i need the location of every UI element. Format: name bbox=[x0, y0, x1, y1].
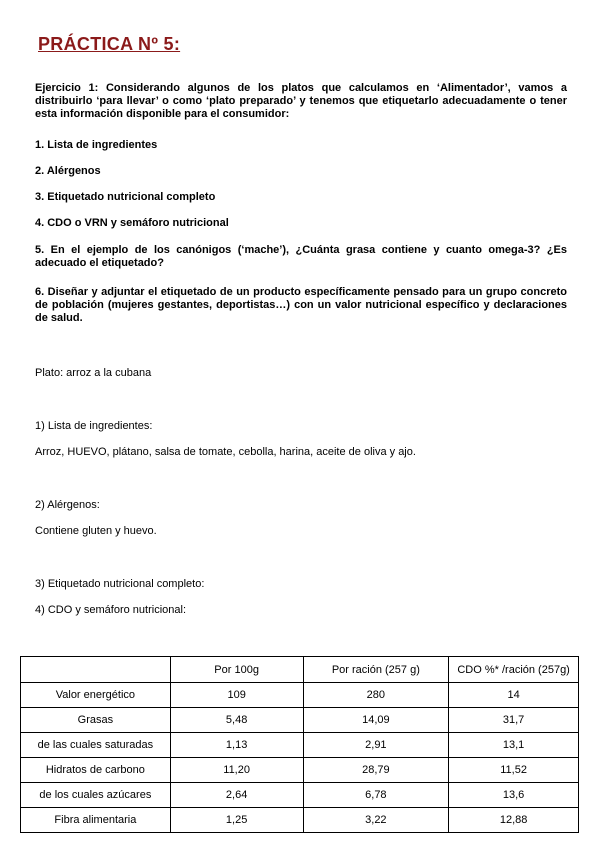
exercise-item: 3. Etiquetado nutricional completo bbox=[35, 191, 216, 203]
exercise-item: 5. En el ejemplo de los canónigos (‘mache’), ¿Cuánta grasa contiene y cuanto omega-3? ¿Es adecuado el etiquetado? bbox=[35, 244, 567, 269]
exercise-item: 1. Lista de ingredientes bbox=[35, 139, 158, 151]
table-row bbox=[21, 708, 579, 733]
table-header-cell: CDO %* /ración (257g) bbox=[449, 657, 579, 683]
exercise-item: 6. Diseñar y adjuntar el etiquetado de un producto específicamente pensado para un grupo concreto de población (mujeres gestantes, deportistas…) con un valor nutricional específico y declaraciones de salud. bbox=[35, 286, 567, 324]
table-cell: Fibra alimentaria bbox=[21, 808, 171, 833]
table-cell: 6,78 bbox=[303, 783, 449, 808]
table-cell: de los cuales azúcares bbox=[21, 783, 171, 808]
table-cell: 3,22 bbox=[303, 808, 449, 833]
table-header-cell bbox=[21, 657, 171, 683]
table-row bbox=[21, 683, 579, 708]
table-cell: 12,88 bbox=[449, 808, 579, 833]
table-cell: Grasas bbox=[21, 708, 171, 733]
table-cell: 280 bbox=[303, 683, 449, 708]
exercise-item: 2. Alérgenos bbox=[35, 165, 101, 177]
table-cell: 31,7 bbox=[449, 708, 579, 733]
table-header-cell: Por 100g bbox=[170, 657, 303, 683]
table-cell: 1,25 bbox=[170, 808, 303, 833]
table-cell: 11,52 bbox=[449, 758, 579, 783]
table-cell: Valor energético bbox=[21, 683, 171, 708]
table-cell: 28,79 bbox=[303, 758, 449, 783]
allergens-text: Contiene gluten y huevo. bbox=[35, 525, 157, 537]
dish-name: Plato: arroz a la cubana bbox=[35, 367, 152, 379]
nutrition-table bbox=[20, 656, 579, 833]
table-cell: 1,13 bbox=[170, 733, 303, 758]
table-cell: 109 bbox=[170, 683, 303, 708]
table-row bbox=[21, 808, 579, 833]
table-header-row bbox=[21, 657, 579, 683]
table-cell: 2,91 bbox=[303, 733, 449, 758]
exercise-intro: Ejercicio 1: Considerando algunos de los platos que calculamos en ‘Alimentador’, vamos a distribuirlo ‘para llevar’ o como ‘plato preparado’ y tenemos que etiquetarlo adecuadamente o tener esta información disponible para el consumidor: bbox=[35, 82, 567, 120]
section-label: 2) Alérgenos: bbox=[35, 499, 100, 511]
ingredients-text: Arroz, HUEVO, plátano, salsa de tomate, cebolla, harina, aceite de oliva y ajo. bbox=[35, 446, 416, 458]
page-title: PRÁCTICA Nº 5: bbox=[38, 34, 181, 54]
table-cell: Hidratos de carbono bbox=[21, 758, 171, 783]
table-cell: 5,48 bbox=[170, 708, 303, 733]
table-cell: 14 bbox=[449, 683, 579, 708]
table-cell: de las cuales saturadas bbox=[21, 733, 171, 758]
table-header-cell: Por ración (257 g) bbox=[303, 657, 449, 683]
table-cell: 14,09 bbox=[303, 708, 449, 733]
exercise-item: 4. CDO o VRN y semáforo nutricional bbox=[35, 217, 229, 229]
section-label: 1) Lista de ingredientes: bbox=[35, 420, 153, 432]
table-cell: 13,6 bbox=[449, 783, 579, 808]
table-cell: 2,64 bbox=[170, 783, 303, 808]
table-row bbox=[21, 733, 579, 758]
section-label: 3) Etiquetado nutricional completo: bbox=[35, 578, 205, 590]
table-row bbox=[21, 758, 579, 783]
table-cell: 11,20 bbox=[170, 758, 303, 783]
table-row bbox=[21, 783, 579, 808]
section-label: 4) CDO y semáforo nutricional: bbox=[35, 604, 186, 616]
table-cell: 13,1 bbox=[449, 733, 579, 758]
